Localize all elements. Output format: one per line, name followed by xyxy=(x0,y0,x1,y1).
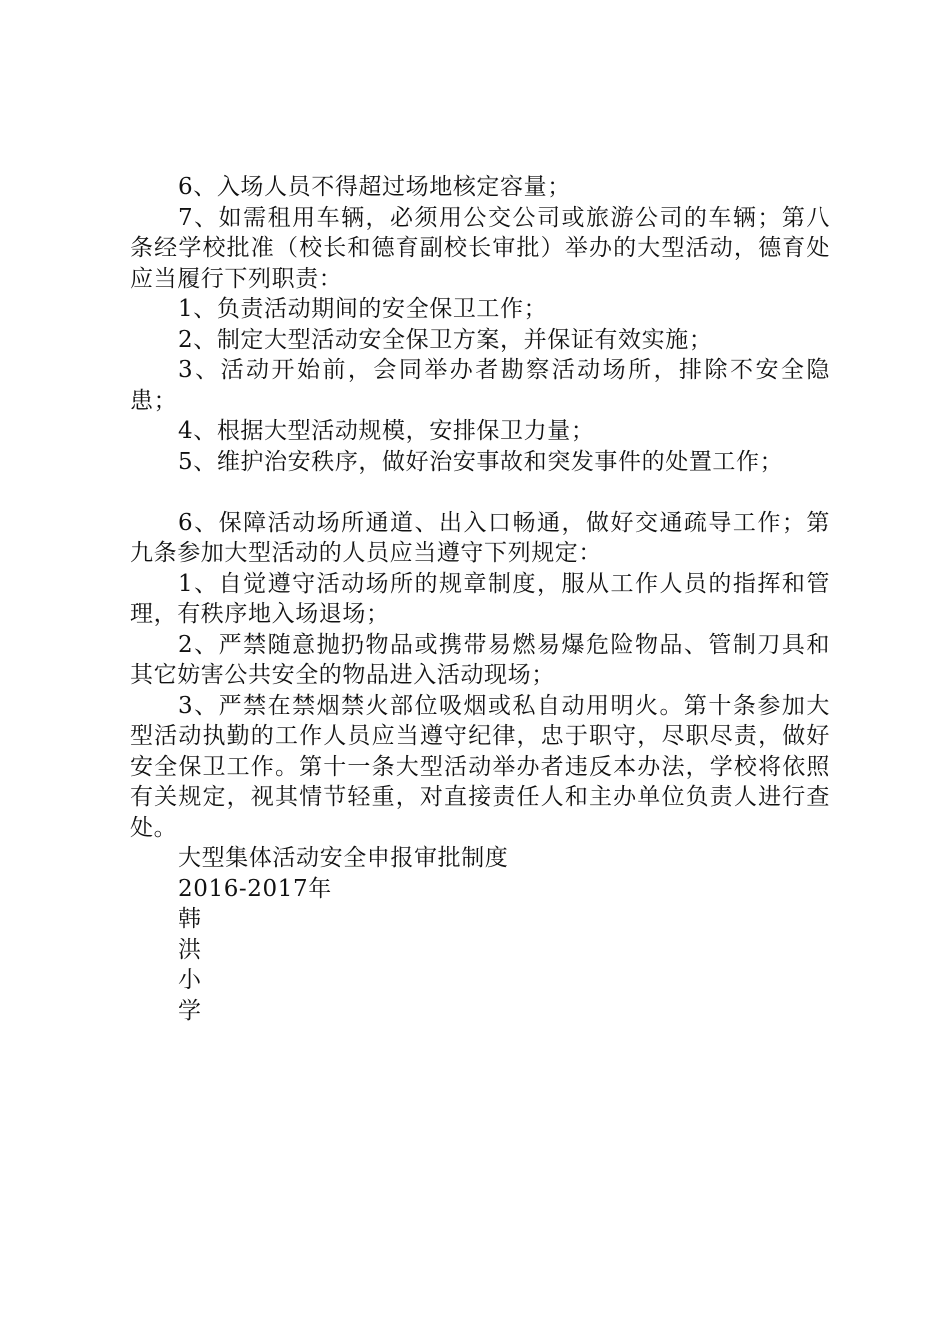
school-name-char: 学 xyxy=(178,997,202,1024)
paragraph-duty-5: 5、维护治安秩序，做好治安事故和突发事件的处置工作； xyxy=(178,448,784,475)
paragraph-duty-3: 3、活动开始前，会同举办者勘察活动场所，排除不安全隐患； xyxy=(130,357,830,414)
paragraph-item-7-vehicles-article-8: 7、如需租用车辆，必须用公交公司或旅游公司的车辆；第八条经学校批准（校长和德育副校长审批）举办的大型活动，德育处应当履行下列职责： xyxy=(130,204,830,292)
paragraph-duty-2: 2、制定大型活动安全保卫方案，并保证有效实施； xyxy=(178,326,713,353)
document-page xyxy=(130,172,830,1026)
school-name-char: 小 xyxy=(178,967,202,993)
paragraph-duty-6-article-9: 6、保障活动场所通道、出入口畅通，做好交通疏导工作；第九条参加大型活动的人员应当遵守下列规定： xyxy=(130,509,830,566)
paragraph-duty-1: 1、负责活动期间的安全保卫工作； xyxy=(178,296,548,322)
paragraph-rule-2: 2、严禁随意抛扔物品或携带易燃易爆危险物品、管制刀具和其它妨害公共安全的物品进入活动现场； xyxy=(130,631,830,688)
paragraph-item-6-capacity: 6、入场人员不得超过场地核定容量； xyxy=(178,174,571,200)
blank-line xyxy=(130,477,830,508)
paragraph-duty-4: 4、根据大型活动规模，安排保卫力量； xyxy=(178,418,595,444)
paragraph-rule-3-articles-10-11: 3、严禁在禁烟禁火部位吸烟或私自动用明火。第十条参加大型活动执勤的工作人员应当遵守纪律，忠于职守，尽职尽责，做好安全保卫工作。第十一条大型活动举办者违反本办法，学校将依照有关规定，视其情节轻重，对直接责任人和主办单位负责人进行查处。 xyxy=(130,692,830,841)
document-title-line: 大型集体活动安全申报审批制度 xyxy=(178,845,509,871)
school-name-char: 洪 xyxy=(178,936,202,963)
paragraph-rule-1: 1、自觉遵守活动场所的规章制度，服从工作人员的指挥和管理，有秩序地入场退场； xyxy=(130,570,830,627)
school-name-char: 韩 xyxy=(178,906,202,932)
school-year-line: 2016-2017年 xyxy=(178,875,332,902)
